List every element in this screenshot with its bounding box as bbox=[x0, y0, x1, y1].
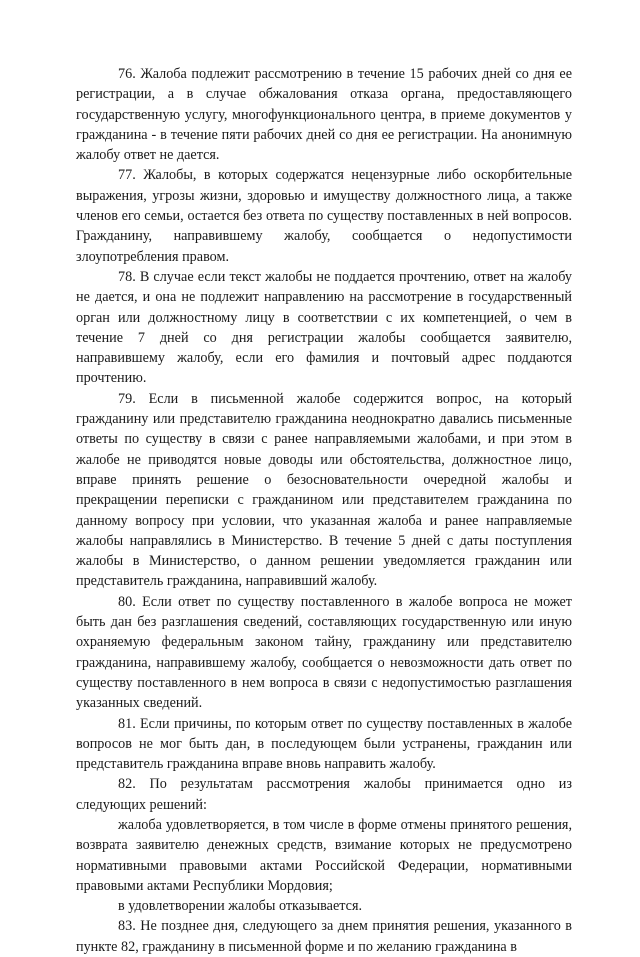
paragraph-77: 77. Жалобы, в которых содержатся нецензурные либо оскорбительные выражения, угрозы жизни, здоровью и имуществу должностного лица, а также членов его семьи, остается без ответа по существу поставленных в ней вопросов. Гражданину, направившему жалобу, сообщается о недопустимости злоупотребления правом. bbox=[76, 167, 572, 265]
paragraph-82-option-satisfied: жалоба удовлетворяется, в том числе в форме отмены принятого решения, возврата заявителю денежных средств, взимание которых не предусмотрено нормативными правовыми актами Российской Федерации, нормативными правовыми актами Республики Мордовия; bbox=[76, 816, 572, 894]
paragraph-80: 80. Если ответ по существу поставленного в жалобе вопроса не может быть дан без разглашения сведений, составляющих государственную или иную охраняемую федеральным законом тайну, гражданину или представителю гражданина, направившему жалобу, сообщается о невозможности дать ответ по существу поставленного в нем вопроса в связи с недопустимостью разглашения указанных сведений. bbox=[76, 593, 572, 712]
paragraph-78: 78. В случае если текст жалобы не поддается прочтению, ответ на жалобу не дается, и она не подлежит направлению на рассмотрение в государственный орган или должностному лицу в соответствии с их компетенцией, о чем в течение 7 дней со дня регистрации жалобы сообщается заявителю, направившему жалобу, если его фамилия и почтовый адрес поддаются прочтению. bbox=[76, 268, 572, 387]
paragraph-82: 82. По результатам рассмотрения жалобы принимается одно из следующих решений: bbox=[76, 776, 572, 813]
paragraph-76: 76. Жалоба подлежит рассмотрению в течение 15 рабочих дней со дня ее регистрации, а в случае обжалования отказа органа, предоставляющего государственную услугу, многофункционального центра, в приеме документов у гражданина - в течение пяти рабочих дней со дня ее регистрации. На анонимную жалобу ответ не дается. bbox=[76, 66, 572, 164]
paragraph-83: 83. Не позднее дня, следующего за днем принятия решения, указанного в пункте 82, гражданину в письменной форме и по желанию гражданина в bbox=[76, 918, 572, 955]
document-page bbox=[76, 64, 572, 957]
paragraph-79: 79. Если в письменной жалобе содержится вопрос, на который гражданину или представителю гражданина неоднократно давались письменные ответы по существу в связи с ранее направляемыми жалобами, и при этом в жалобе не приводятся новые доводы или обстоятельства, должностное лицо, вправе принять решение о безосновательности очередной жалобы и прекращении переписки с гражданином или представителем гражданина по данному вопросу при условии, что указанная жалоба и ранее направляемые жалобы направлялись в Министерство. В течение 5 дней с даты поступления жалобы в Министерство, о данном решении уведомляется гражданин или представитель гражданина, направивший жалобу. bbox=[76, 390, 572, 590]
paragraph-82-option-refused: в удовлетворении жалобы отказывается. bbox=[118, 898, 363, 915]
paragraph-81: 81. Если причины, по которым ответ по существу поставленных в жалобе вопросов не мог быть дан, в последующем были устранены, гражданин или представитель гражданина вправе вновь направить жалобу. bbox=[76, 715, 572, 773]
